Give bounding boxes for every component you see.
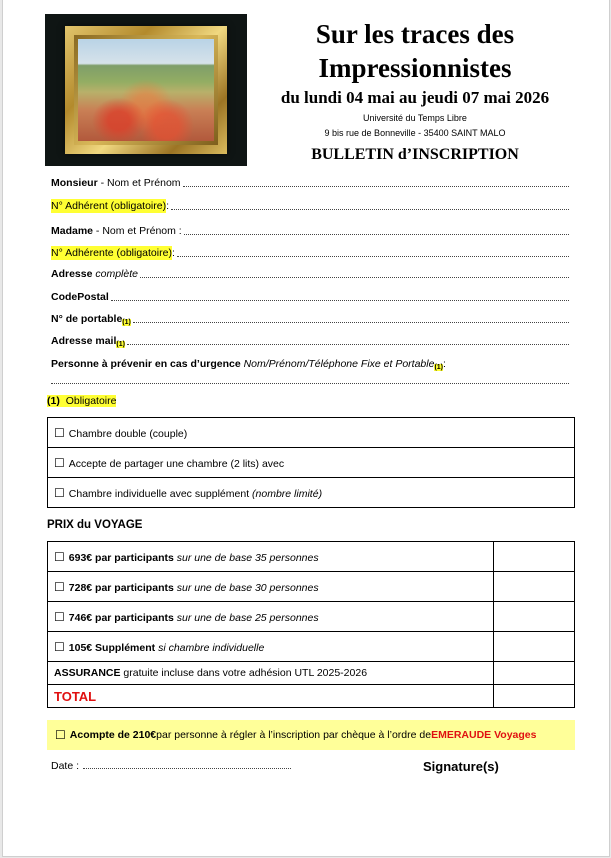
payee-name: EMERAUDE Voyages	[431, 729, 537, 741]
checkbox-icon[interactable]: ☐	[54, 425, 65, 440]
prix-heading: PRIX du VOYAGE	[47, 519, 143, 531]
amount-cell[interactable]	[494, 632, 575, 662]
checkbox-icon[interactable]: ☐	[54, 609, 65, 624]
checkbox-icon[interactable]: ☐	[54, 485, 65, 500]
checkbox-icon[interactable]: ☐	[54, 455, 65, 470]
amount-cell[interactable]	[494, 602, 575, 632]
checkbox-icon[interactable]: ☐	[54, 579, 65, 594]
adresse-line[interactable]	[140, 276, 569, 278]
trip-dates: du lundi 04 mai au jeudi 07 mai 2026	[280, 88, 550, 107]
urgence-line[interactable]	[51, 383, 569, 384]
gold-frame	[65, 26, 227, 154]
room-option[interactable]: ☐ Chambre double (couple)	[48, 418, 575, 448]
total-label: TOTAL	[54, 688, 97, 704]
total-amount-cell[interactable]	[494, 685, 575, 708]
price-row[interactable]: ☐ 728€ par participants sur une de base 30 personnes	[48, 572, 575, 602]
amount-cell[interactable]	[494, 542, 575, 572]
date-line[interactable]	[83, 768, 291, 769]
mail-field[interactable]: Adresse mail (1)	[51, 334, 569, 348]
amount-cell[interactable]	[494, 572, 575, 602]
checkbox-icon[interactable]: ☐	[54, 639, 65, 654]
signature-label: Signature(s)	[423, 759, 499, 774]
adresse-field[interactable]: Adresse complète	[51, 267, 569, 281]
price-table	[47, 541, 575, 708]
title-line-1: Sur les traces des	[315, 19, 515, 49]
checkbox-icon[interactable]: ☐	[54, 549, 65, 564]
adherente-field[interactable]: N° Adhérente (obligatoire) :	[51, 246, 569, 260]
codepostal-field[interactable]: CodePostal	[51, 290, 569, 304]
adherente-label: N° Adhérente (obligatoire)	[51, 247, 172, 259]
room-options-table	[47, 417, 575, 508]
mail-line[interactable]	[127, 343, 569, 345]
madame-field[interactable]: Madame - Nom et Prénom :	[51, 224, 569, 238]
madame-line[interactable]	[184, 233, 569, 235]
urgence-field[interactable]: Personne à prévenir en cas d’urgence Nom/Prénom/Téléphone Fixe et Portable (1) :	[51, 358, 446, 371]
price-row[interactable]: ☐ 746€ par participants sur une de base 25 personnes	[48, 602, 575, 632]
total-row[interactable]	[48, 685, 575, 708]
org-address: 9 bis rue de Bonneville - 35400 SAINT MALO	[324, 128, 506, 138]
price-row[interactable]: ☐ 105€ Supplément si chambre individuelle	[48, 632, 575, 662]
room-option[interactable]: ☐ Chambre individuelle avec supplément (nombre limité)	[48, 478, 575, 508]
room-option[interactable]: ☐ Accepte de partager une chambre (2 lits) avec	[48, 448, 575, 478]
adherent-field[interactable]: N° Adhérent (obligatoire) :	[51, 199, 569, 213]
portable-field[interactable]: N° de portable (1)	[51, 312, 569, 326]
portable-line[interactable]	[133, 321, 569, 323]
document-page	[2, 0, 610, 857]
header-painting	[45, 14, 247, 166]
checkbox-icon[interactable]: ☐	[55, 728, 66, 742]
monsieur-line[interactable]	[183, 185, 569, 187]
landscape-canvas	[78, 39, 214, 141]
obligatoire-note: (1) Obligatoire	[47, 395, 117, 407]
form-title: BULLETIN d’INSCRIPTION	[311, 146, 519, 163]
adherent-label: N° Adhérent (obligatoire)	[51, 200, 167, 212]
adherent-line[interactable]	[171, 208, 569, 210]
monsieur-field[interactable]: Monsieur - Nom et Prénom	[51, 176, 569, 190]
acompte-option[interactable]: ☐ Acompte de 210€ par personne à régler à l’inscription par chèque à l’ordre de EMERAUDE Voyages	[47, 720, 575, 750]
date-field[interactable]: Date :	[51, 760, 291, 772]
price-row[interactable]: ☐ 693€ par participants sur une de base 35 personnes	[48, 542, 575, 572]
title-line-2: Impressionnistes	[318, 53, 512, 83]
codepostal-line[interactable]	[111, 299, 569, 301]
assurance-row: ASSURANCE gratuite incluse dans votre adhésion UTL 2025-2026	[48, 662, 575, 685]
org-name: Université du Temps Libre	[363, 113, 467, 123]
adherente-line[interactable]	[177, 255, 569, 257]
